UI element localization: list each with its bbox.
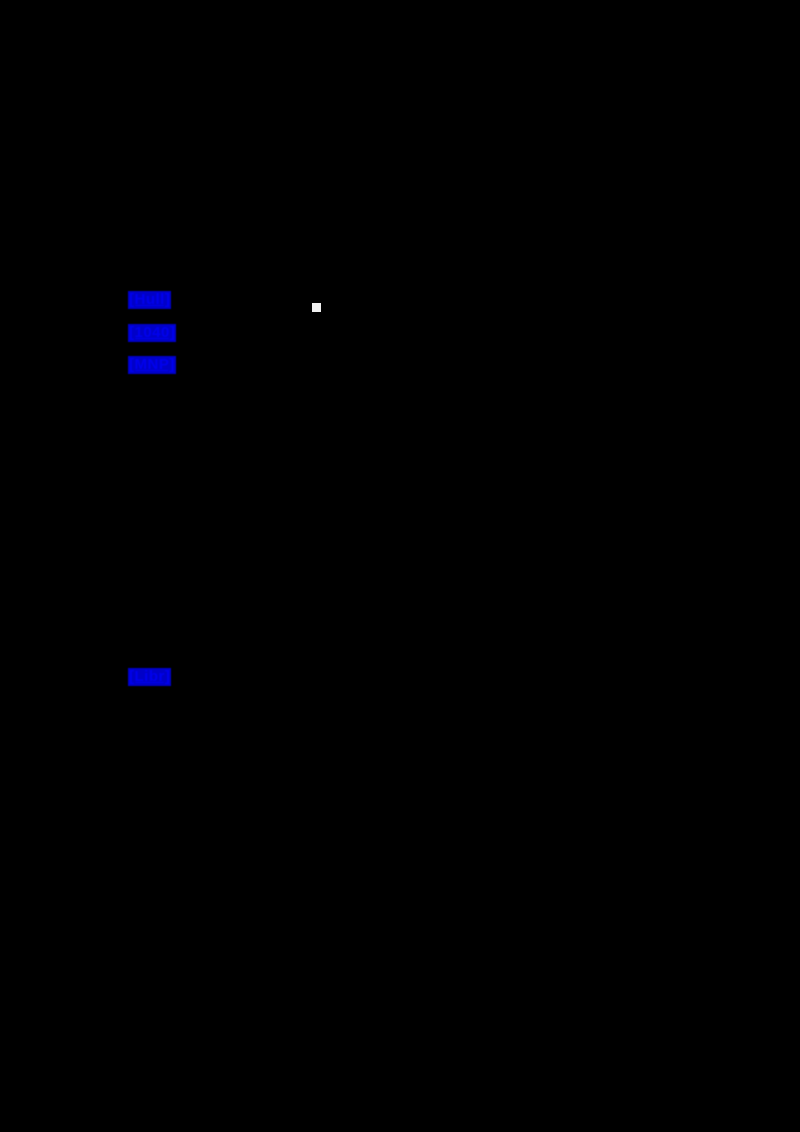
link-item[interactable]: [MNP] <box>129 356 175 373</box>
link-item[interactable]: [Hull] <box>129 291 171 308</box>
link-item[interactable]: [Libr] <box>129 668 171 685</box>
cursor-dot <box>312 303 321 312</box>
link-item[interactable]: [1040] <box>129 324 176 341</box>
